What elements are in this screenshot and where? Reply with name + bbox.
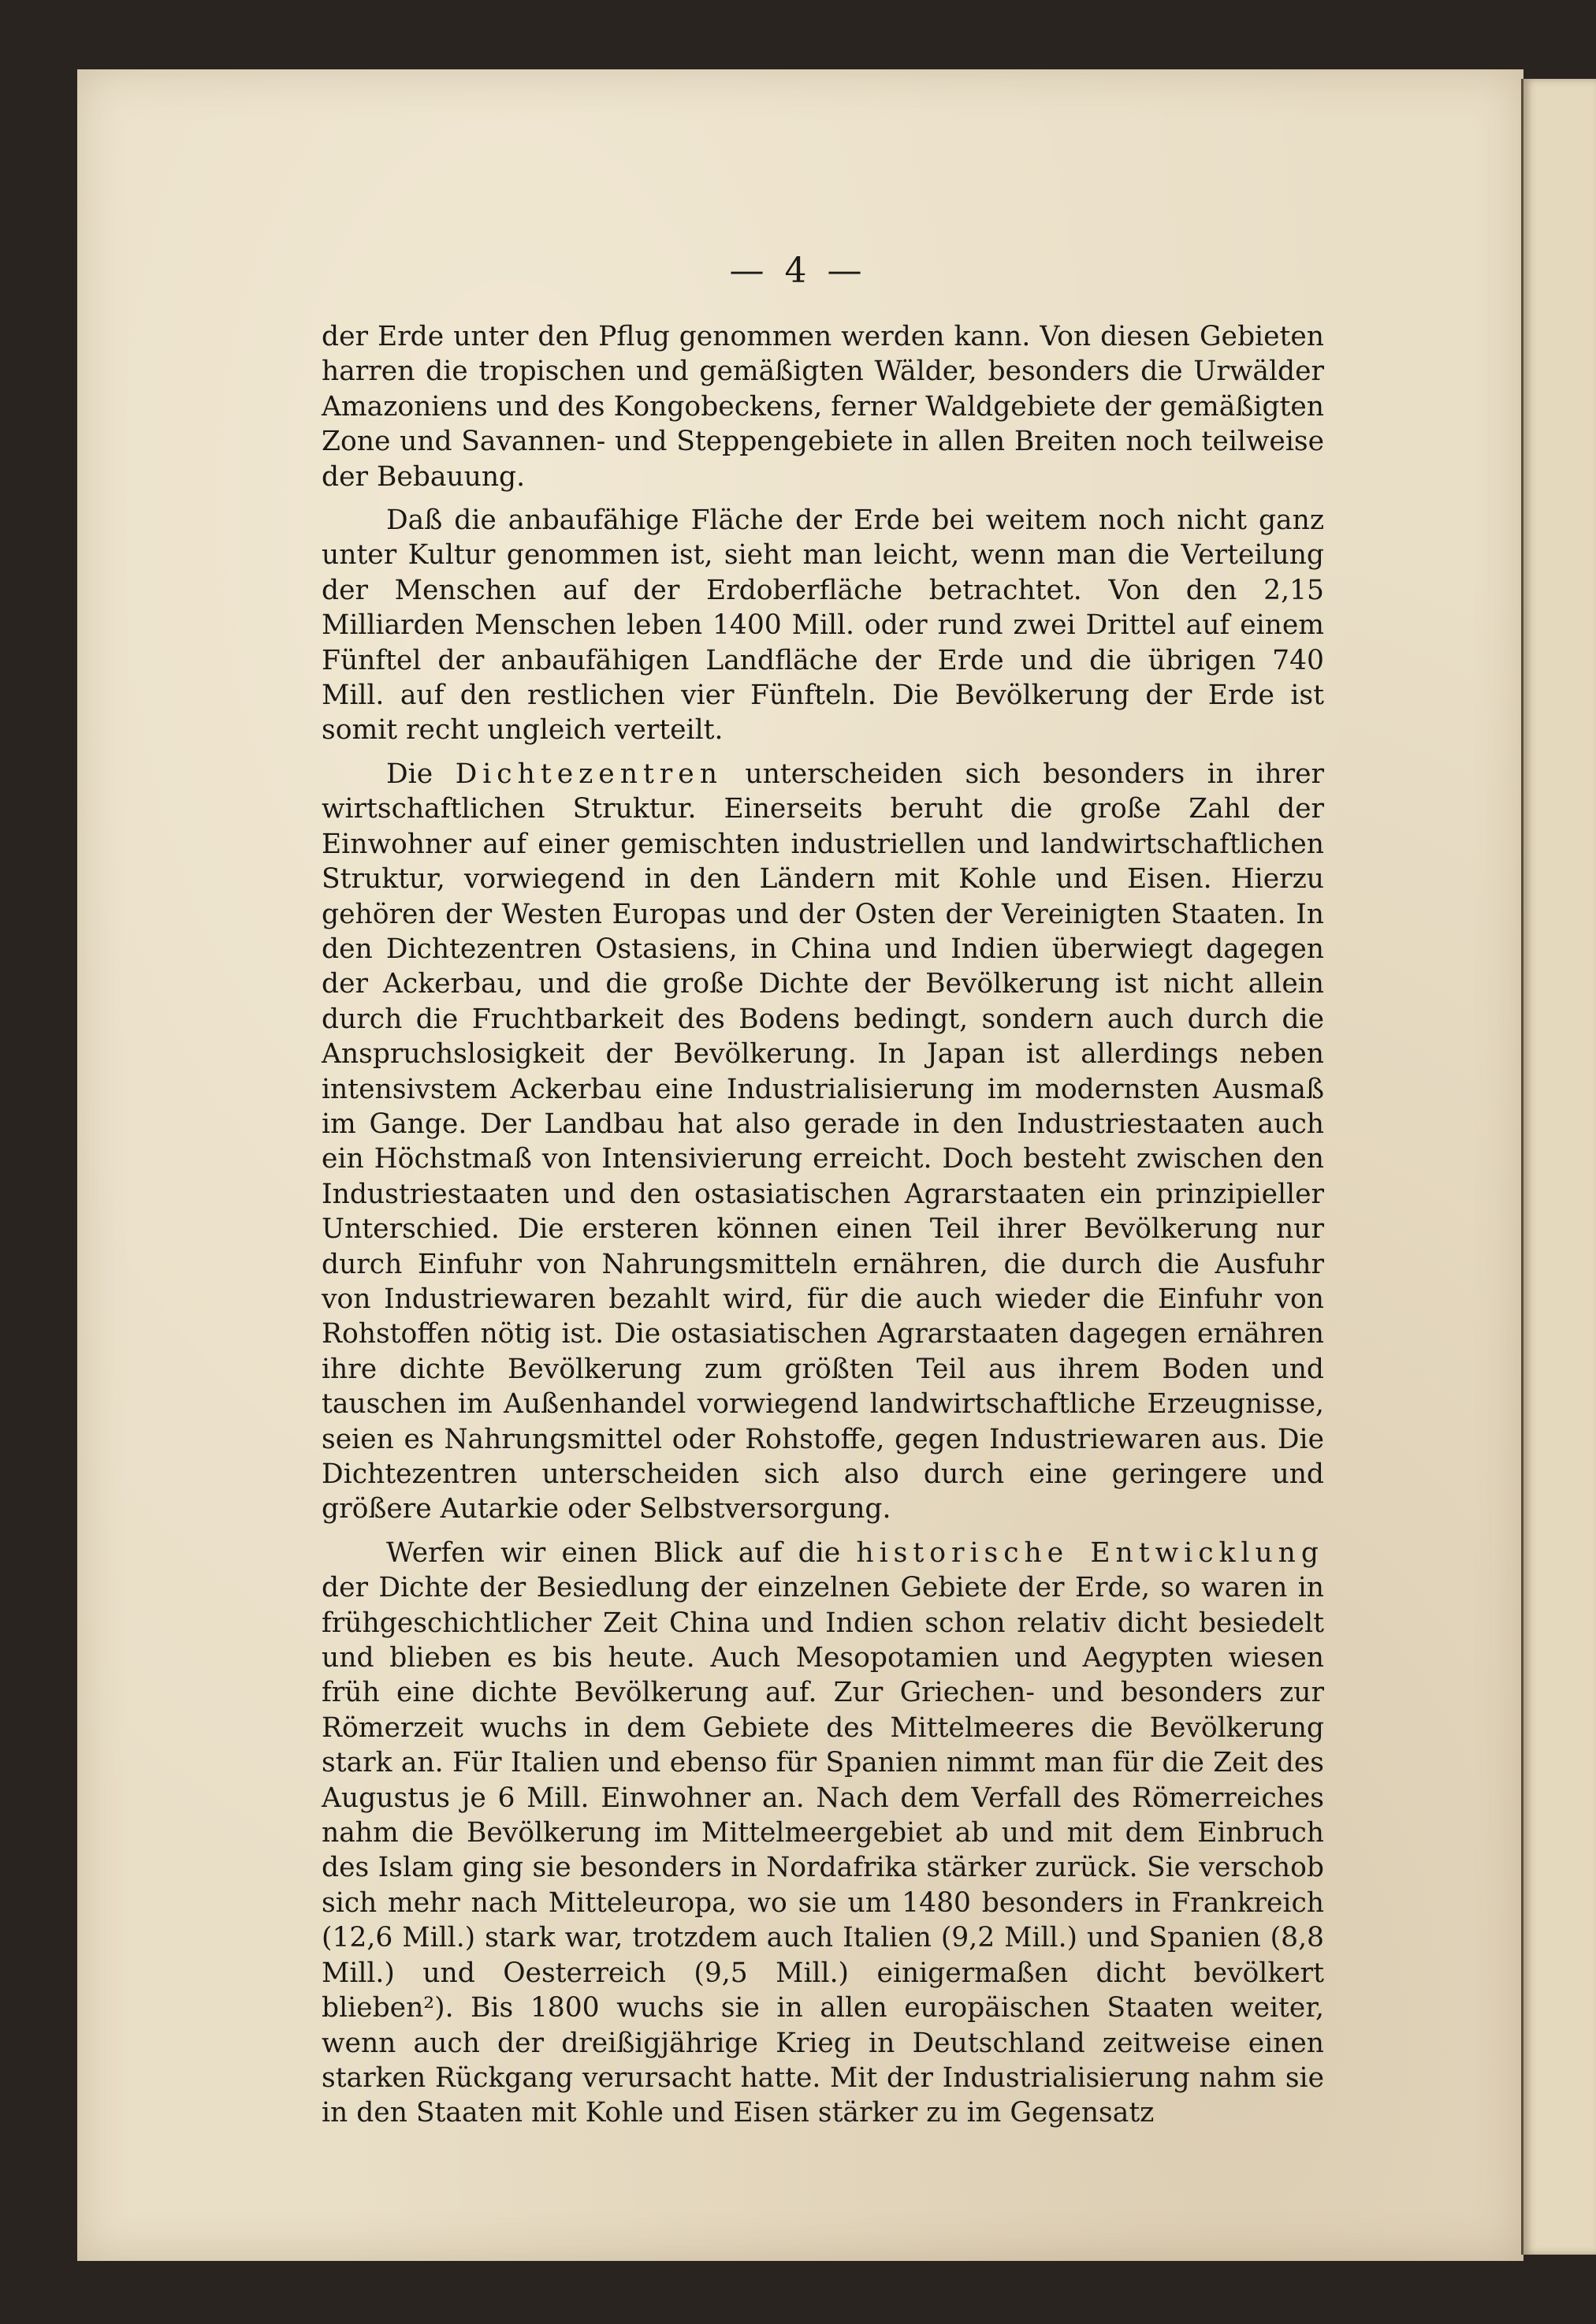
next-page-edge <box>1521 79 1596 2255</box>
page-number: — 4 — <box>729 251 867 291</box>
spaced-term-dichtezentren: Dichtezentren <box>455 758 723 790</box>
paragraph-2: Daß die anbaufähige Fläche der Erde bei weitem noch nicht ganz unter Kultur genommen ist, sieht man leicht, wenn man die Verteilung der Menschen auf der Erdoberfläche betrachtet. Von den 2,15 Milliarden Menschen leben 1400 Mill. oder rund zwei Drittel auf einem Fünftel der anbaufähigen Landfläche der Erde und die übrigen 740 Mill. auf den restlichen vier Fünfteln. Die Bevölkerung der Erde ist somit recht ungleich verteilt. <box>322 505 1324 747</box>
paragraph-3-lead: Die <box>386 758 433 790</box>
paragraph-4-lead: Werfen wir einen Blick auf die <box>386 1536 841 1569</box>
paragraph-3-rest: unterscheiden sich besonders in ihrer wirtschaftlichen Struktur. Einerseits beruht die große Zahl der Einwohner auf einer gemischten industriellen und landwirtschaftlichen Struktur, vorwiegend in den Ländern mit Kohle und Eisen. Hierzu gehören der Westen Europas und der Osten der Vereinigten Staaten. In den Dichtezentren Ostasiens, in China und Indien überwiegt dagegen der Ackerbau, und die große Dichte der Bevölkerung ist nicht allein durch die Fruchtbarkeit des Bodens bedingt, sondern auch durch die Anspruchslosigkeit der Bevölkerung. In Japan ist allerdings neben intensivstem Ackerbau eine Industrialisierung im modernsten Ausmaß im Gange. Der Landbau hat also gerade in den Industriestaaten auch ein Höchstmaß von Intensivierung erreicht. Doch besteht zwischen den Industriestaaten und den ostasiatischen Agrarstaaten ein prinzipieller Unterschied. Die ersteren können einen Teil ihrer Bevölkerung nur durch Einfuhr von Nahrungsmitteln ernähren, die durch die Ausfuhr von Industriewaren bezahlt wird, für die auch wieder die Einfuhr von Rohstoffen nötig ist. Die ostasiatischen Agrarstaaten dagegen ernähren ihre dichte Bevölkerung zum größten Teil aus ihrem Boden und tauschen im Außenhandel vorwiegend landwirtschaftliche Erzeugnisse, seien es Nahrungsmittel oder Rohstoffe, gegen Industriewaren aus. Die Dichtezentren unterscheiden sich also durch eine geringere und größere Autarkie oder Selbstversorgung. <box>322 758 1325 1525</box>
body-text <box>322 319 1324 2140</box>
paragraph-4-rest: der Dichte der Besiedlung der einzelnen Gebiete der Erde, so waren in frühgeschichtlicher Zeit China und Indien schon relativ dicht besiedelt und blieben es bis heute. Auch Mesopotamien und Aegypten wiesen früh eine dichte Bevölkerung auf. Zur Griechen- und besonders zur Römerzeit wuchs in dem Gebiete des Mittelmeeres die Bevölkerung stark an. Für Italien und ebenso für Spanien nimmt man für die Zeit des Augustus je 6 Mill. Einwohner an. Nach dem Verfall des Römerreiches nahm die Bevölkerung im Mittelmeergebiet ab und mit dem Einbruch des Islam ging sie besonders in Nordafrika stärker zurück. Sie verschob sich mehr nach Mitteleuropa, wo sie um 1480 besonders in Frankreich (12,6 Mill.) stark war, trotzdem auch Italien (9,2 Mill.) und Spanien (8,8 Mill.) und Oesterreich (9,5 Mill.) einigermaßen dicht bevölkert blieben²). Bis 1800 wuchs sie in allen europäischen Staaten weiter, wenn auch der dreißigjährige Krieg in Deutschland zeitweise einen starken Rückgang verursacht hatte. Mit der Industrialisierung nahm sie in den Staaten mit Kohle und Eisen stärker zu im Gegensatz <box>322 1572 1324 2129</box>
paragraph-1: der Erde unter den Pflug genommen werden kann. Von diesen Gebieten harren die tropischen und gemäßigten Wälder, besonders die Urwälder Amazoniens und des Kongobeckens, ferner Waldgebiete der gemäßigten Zone und Savannen- und Steppengebiete in allen Breiten noch teilweise der Bebauung. <box>322 321 1324 493</box>
paragraph-4 <box>322 1536 1324 2131</box>
paragraph-3 <box>322 757 1324 1527</box>
spaced-term-historische-entwicklung: historische Entwicklung <box>856 1536 1324 1569</box>
